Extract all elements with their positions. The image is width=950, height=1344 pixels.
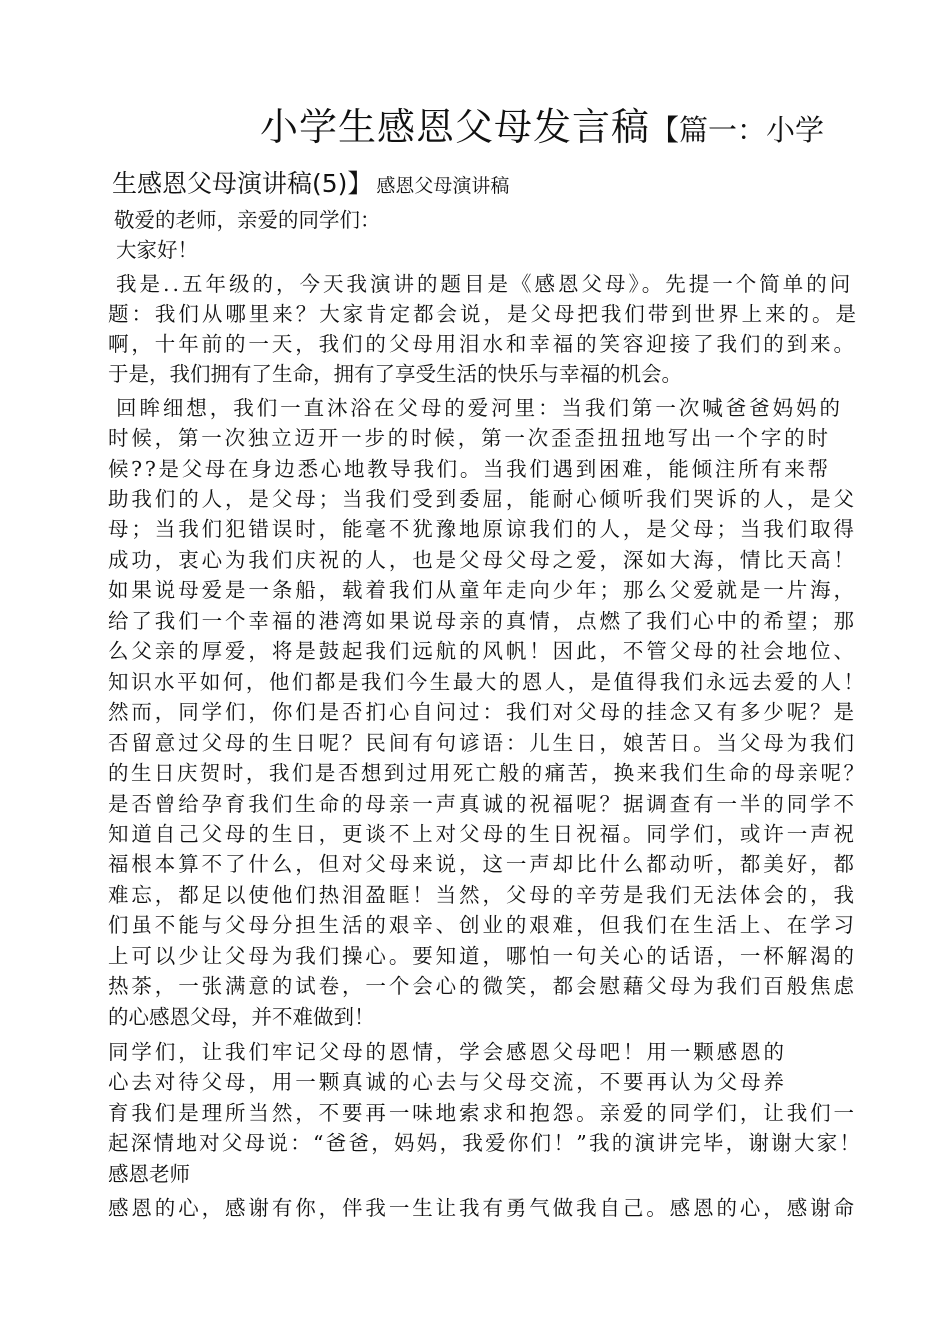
body-line: 候??是父母在身边悉心地教导我们。当我们遇到困难，能倾注所有来帮: [108, 457, 831, 481]
body-line: 热茶，一张满意的试卷，一个会心的微笑，都会慰藉父母为我们百般焦虑: [108, 974, 857, 998]
body-line: 福根本算不了什么，但对父母来说，这一声却比什么都动听，都美好，都: [108, 852, 857, 876]
body-line: 难忘，都足以使他们热泪盈眶！当然，父母的辛劳是我们无法体会的，我: [108, 883, 857, 907]
body-line: 感恩老师: [108, 1162, 190, 1186]
body-line: 上可以少让父母为我们操心。要知道，哪怕一句关心的话语，一杯解渴的: [108, 944, 857, 968]
body-line: 助我们的人，是父母；当我们受到委屈，能耐心倾听我们哭诉的人，是父: [108, 487, 857, 511]
body-line: 时候，第一次独立迈开一步的时候，第一次歪歪扭扭地写出一个字的时: [108, 426, 831, 450]
body-line: 知道自己父母的生日，更谈不上对父母的生日祝福。同学们，或许一声祝: [108, 822, 857, 846]
body-line: 知识水平如何，他们都是我们今生最大的恩人，是值得我们永远去爱的人！: [108, 670, 867, 694]
body-line: 给了我们一个幸福的港湾如果说母亲的真情，点燃了我们心中的希望；那: [108, 609, 857, 633]
body-line: 育我们是理所当然，不要再一味地索求和抱怨。亲爱的同学们，让我们一: [108, 1101, 857, 1125]
body-line: 感恩的心，感谢有你，伴我一生让我有勇气做我自己。感恩的心，感谢命: [108, 1196, 857, 1220]
body-line: 于是，我们拥有了生命，拥有了享受生活的快乐与幸福的机会。: [108, 362, 682, 386]
body-line: 否留意过父母的生日呢？民间有句谚语：儿生日，娘苦日。当父母为我们: [108, 731, 857, 755]
body-line: 然而，同学们，你们是否扪心自问过：我们对父母的挂念又有多少呢？是: [108, 700, 857, 724]
document-subtitle: [112, 164, 509, 200]
body-line: 们虽不能与父母分担生活的艰辛、创业的艰难，但我们在生活上、在学习: [108, 913, 857, 937]
body-line: 的心感恩父母，并不难做到！: [108, 1005, 375, 1029]
body-line: 回眸细想，我们一直沐浴在父母的爱河里：当我们第一次喊爸爸妈妈的: [116, 396, 843, 420]
title-bracket-text: 【篇一：小学: [650, 113, 825, 147]
subtitle-main: 生感恩父母演讲稿(5)】: [112, 169, 373, 198]
body-line: 啊，十年前的一天，我们的父母用泪水和幸福的笑容迎接了我们的到来。: [108, 332, 857, 356]
body-line: 同学们，让我们牢记父母的恩情，学会感恩父母吧！用一颗感恩的: [108, 1040, 787, 1064]
subtitle-tag: 感恩父母演讲稿: [376, 175, 510, 197]
body-line: 成功，衷心为我们庆祝的人，也是父母父母之爱，深如大海，情比天高！: [108, 548, 857, 572]
document-title: [260, 96, 824, 151]
body-line: 母；当我们犯错误时，能毫不犹豫地原谅我们的人，是父母；当我们取得: [108, 517, 857, 541]
body-line: 是否曾给孕育我们生命的母亲一声真诚的祝福呢？据调查有一半的同学不: [108, 792, 857, 816]
body-line: 心去对待父母，用一颗真诚的心去与父母交流，不要再认为父母养: [108, 1070, 787, 1094]
body-line: 敬爱的老师，亲爱的同学们：: [114, 208, 381, 232]
body-line: 起深情地对父母说：“爸爸，妈妈，我爱你们！”我的演讲完毕，谢谢大家！: [108, 1131, 863, 1155]
body-line: 大家好！: [116, 238, 198, 262]
body-line: 如果说母爱是一条船，载着我们从童年走向少年；那么父爱就是一片海，: [108, 578, 857, 602]
title-main: 小学生感恩父母发言稿: [260, 105, 651, 149]
body-line: 题：我们从哪里来？大家肯定都会说，是父母把我们带到世界上来的。是: [108, 302, 859, 326]
body-line: 么父亲的厚爱，将是鼓起我们远航的风帆！因此，不管父母的社会地位、: [108, 639, 857, 663]
body-line: 的生日庆贺时，我们是否想到过用死亡般的痛苦，换来我们生命的母亲呢？: [108, 761, 867, 785]
body-line: 我是..五年级的，今天我演讲的题目是《感恩父母》。先提一个简单的问: [116, 272, 854, 296]
